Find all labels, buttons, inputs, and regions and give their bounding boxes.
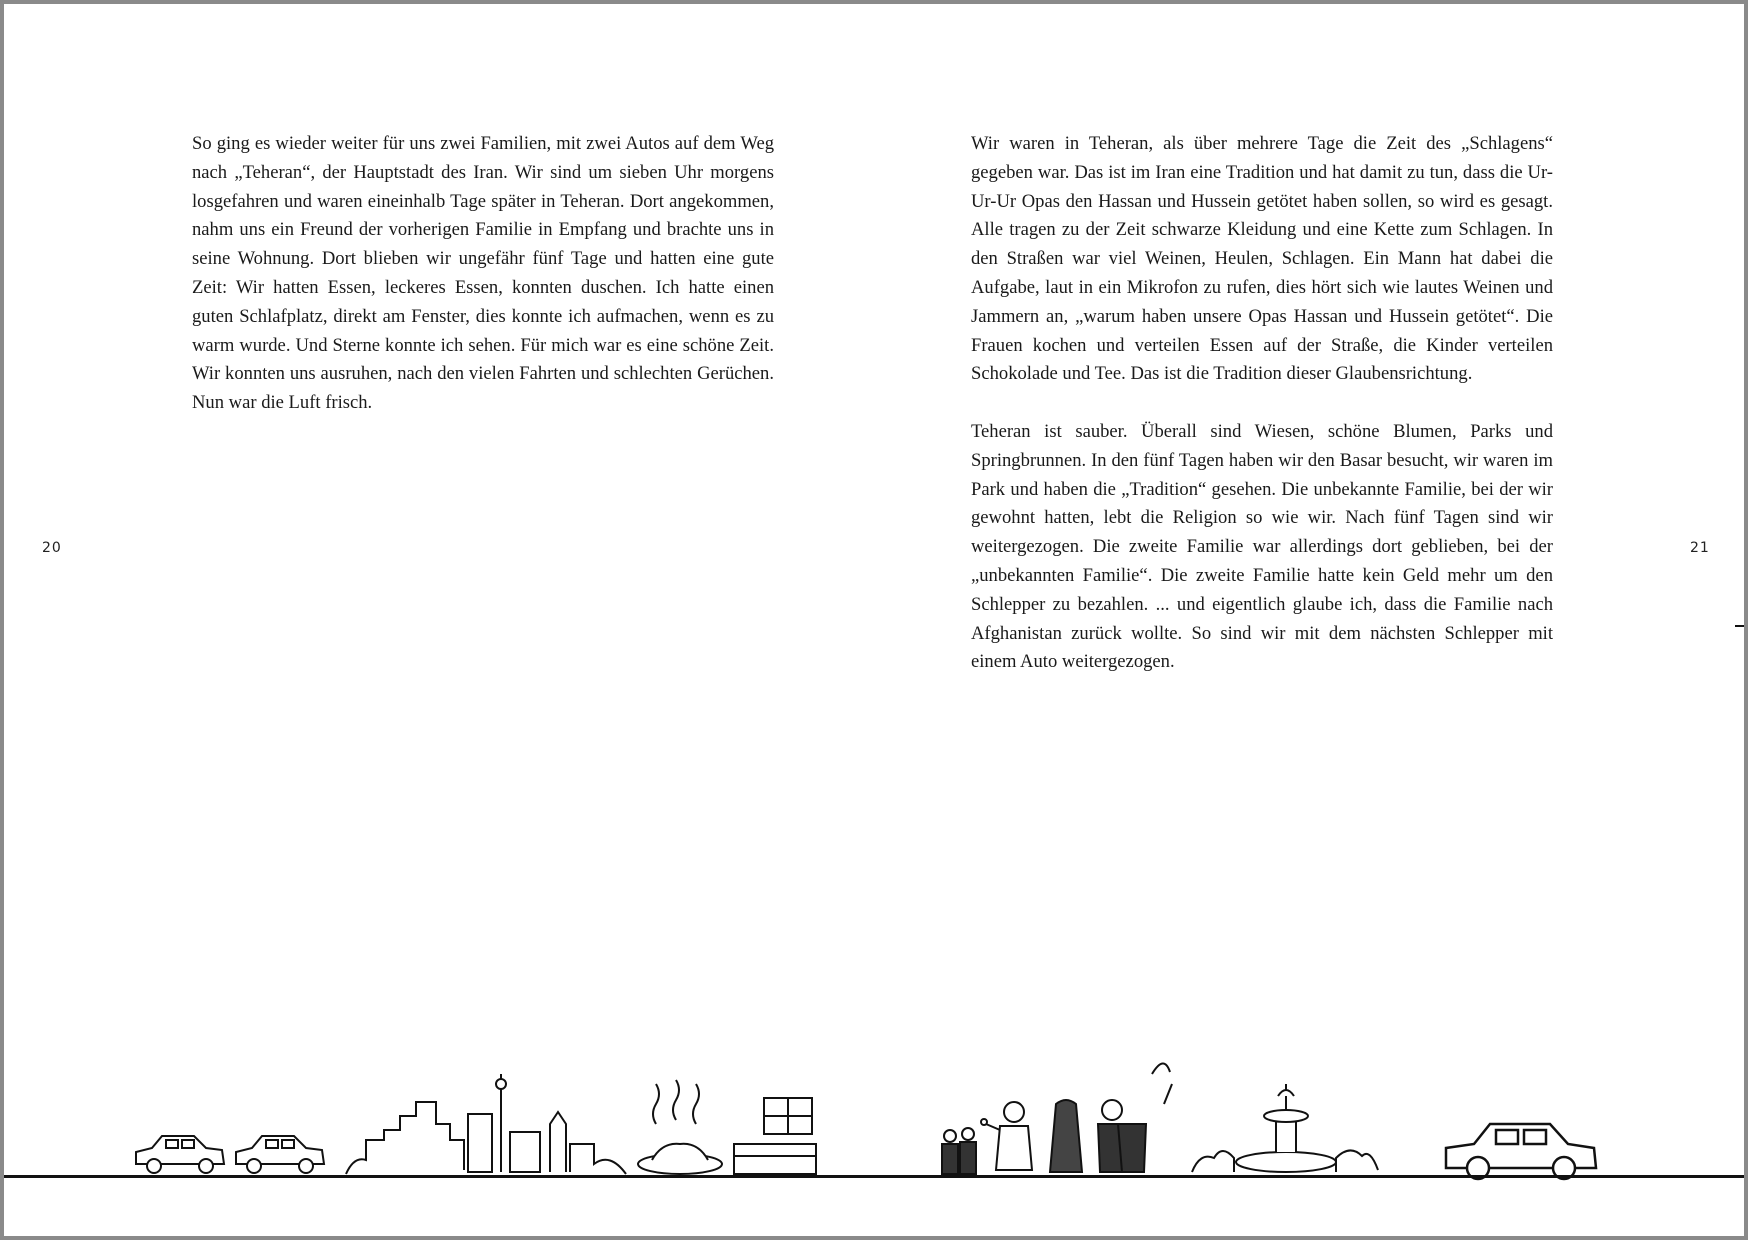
- paragraph: Teheran ist sauber. Überall sind Wiesen, schöne Blumen, Parks und Springbrunnen. In den fünf Tagen haben wir den Basar besucht, wir waren im Park und haben die „Tradition“ gesehen. Die unbekannte Familie, bei der wir gewohnt hatten, lebt die Religion so wie wir. Nach fünf Tagen sind wir weitergezogen. Die zweite Familie war allerdings dort geblieben, bei der „unbekannten Familie“. Die zweite Familie hatte kein Geld mehr um den Schlepper zu bezahlen. ... und eigentlich glaube ich, dass die Familie nach Afghanistan zurück wollte. So sind wir mit dem nächsten Schlepper mit einem Auto weitergezogen.: [971, 420, 1553, 673]
- car-icon: [232, 1044, 328, 1180]
- fountain-park-icon: [1190, 1044, 1380, 1180]
- crop-mark: [1735, 625, 1744, 627]
- left-page-text: [192, 130, 774, 418]
- man-with-chain-icon: [1112, 1044, 1184, 1180]
- paragraph: So ging es wieder weiter für uns zwei Familien, mit zwei Autos auf dem Weg nach „Teheran“, der Hauptstadt des Iran. Wir sind um sieben Uhr morgens losgefahren und waren eineinhalb Tage später in Teheran. Dort angekommen, nahm uns ein Freund der vorherigen Familie in Empfang und brachte uns in seine Wohnung. Dort blieben wir ungefähr fünf Tage und hatten eine gute Zeit: Wir hatten Essen, leckeres Essen, konnten duschen. Ich hatte einen guten Schlafplatz, direkt am Fenster, dies konnte ich aufmachen, wenn es zu warm wurde. Und Sterne konnte ich sehen. Für mich war es eine schöne Zeit. Wir konnten uns ausruhen, nach den vielen Fahrten und schlechten Gerüchen. Nun war die Luft frisch.: [192, 133, 774, 414]
- book-spread: [4, 4, 1744, 1236]
- procession-figures-icon: [936, 1044, 1126, 1180]
- bed-window-icon: [730, 1044, 820, 1180]
- city-skyline-icon: [344, 1044, 629, 1180]
- page-number-right: 21: [1690, 540, 1710, 556]
- right-page-text: [971, 130, 1553, 677]
- paragraph: Wir waren in Teheran, als über mehrere Tage die Zeit des „Schlagens“ gegeben war. Das ist im Iran eine Tradition und hat damit zu tun, dass die Ur-Ur-Ur Opas den Hassan und Hussein getötet haben sollen, so wird es gesagt. Alle tragen zu der Zeit schwarze Kleidung und eine Kette zum Schlagen. In den Straßen war viel Weinen, Heulen, Schlagen. Ein Mann hat dabei die Aufgabe, laut in ein Mikrofon zu rufen, dies hört sich wie lautes Weinen und Jammern an, „warum haben unsere Opas Hassan und Hussein getötet“. Die Frauen kochen und verteilen Essen auf der Straße, die Kinder verteilen Schokolade und Tee. Das ist die Tradition dieser Glaubensrichtung.: [971, 133, 1553, 385]
- ground-line: [4, 1175, 1744, 1178]
- steaming-food-plate-icon: [632, 1044, 728, 1180]
- car-icon: [132, 1044, 228, 1180]
- page-number-left: 20: [42, 540, 62, 556]
- car-icon: [1440, 1044, 1600, 1180]
